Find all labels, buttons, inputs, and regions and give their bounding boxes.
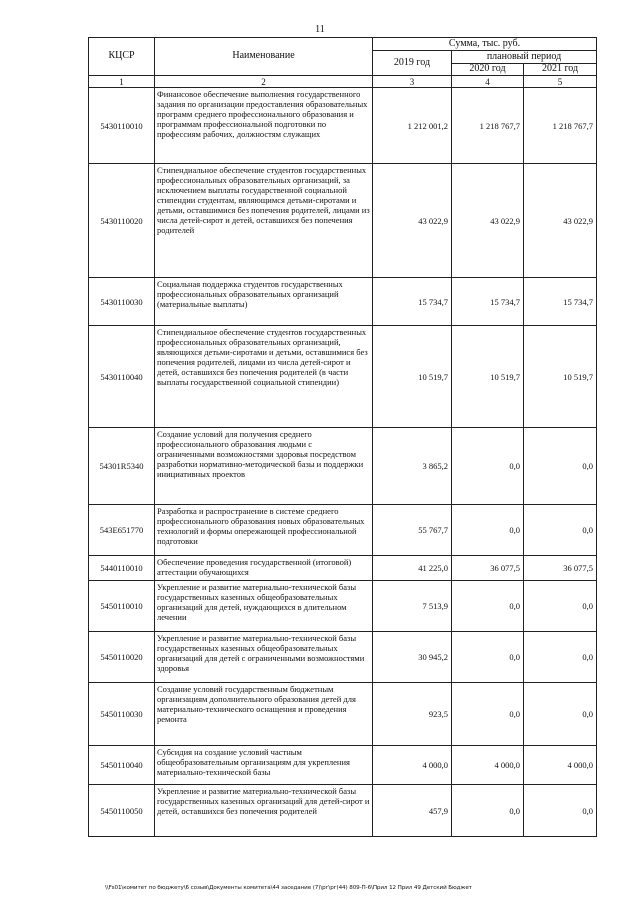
row-2021: 0,0 bbox=[524, 581, 597, 632]
row-2021: 0,0 bbox=[524, 505, 597, 556]
row-code: 543E651770 bbox=[89, 505, 155, 556]
row-code: 5450110010 bbox=[89, 581, 155, 632]
header-code: КЦСР bbox=[89, 38, 155, 76]
row-2020: 4 000,0 bbox=[452, 746, 524, 785]
row-code: 54301R5340 bbox=[89, 428, 155, 505]
row-2020: 15 734,7 bbox=[452, 278, 524, 326]
row-2019: 457,9 bbox=[373, 785, 452, 837]
row-2021: 36 077,5 bbox=[524, 556, 597, 581]
table-row bbox=[89, 581, 597, 632]
row-2021: 10 519,7 bbox=[524, 326, 597, 428]
row-2019: 3 865,2 bbox=[373, 428, 452, 505]
row-name: Укрепление и развитие материально-технической базы государственных казенных организаций для детей-сирот и детей, оставшихся без попечения родителей bbox=[155, 785, 373, 837]
row-name: Укрепление и развитие материально-технической базы государственных казенных общеобразовательных организаций для детей, нуждающихся в длительном лечении bbox=[155, 581, 373, 632]
table-row bbox=[89, 683, 597, 746]
row-2021: 1 218 767,7 bbox=[524, 88, 597, 164]
row-2019: 7 513,9 bbox=[373, 581, 452, 632]
header-year-2020: 2020 год bbox=[452, 64, 524, 76]
row-2020: 0,0 bbox=[452, 428, 524, 505]
row-2019: 1 212 001,2 bbox=[373, 88, 452, 164]
row-2020: 0,0 bbox=[452, 632, 524, 683]
file-path-footer: \\Fs01\комитет по бюджету\6 созыв\Документы комитета\44 заседание (7)\рг\рг(44) 809-П-6\Прил 12 Прил 49 Детский Бюджет bbox=[105, 885, 472, 891]
row-2021: 0,0 bbox=[524, 683, 597, 746]
row-2020: 10 519,7 bbox=[452, 326, 524, 428]
row-code: 5430110030 bbox=[89, 278, 155, 326]
row-name: Финансовое обеспечение выполнения государственного задания по организации предоставления образовательных программ среднего профессионального образования и программам профессиональной подготовки по профессиям рабочих, должностям служащих bbox=[155, 88, 373, 164]
header-name: Наименование bbox=[155, 38, 373, 76]
row-code: 5450110020 bbox=[89, 632, 155, 683]
row-2020: 43 022,9 bbox=[452, 164, 524, 278]
column-number: 5 bbox=[524, 76, 597, 88]
header-sum: Сумма, тыс. руб. bbox=[373, 38, 597, 51]
row-2020: 36 077,5 bbox=[452, 556, 524, 581]
table-row bbox=[89, 164, 597, 278]
table-row bbox=[89, 632, 597, 683]
column-number: 4 bbox=[452, 76, 524, 88]
row-name: Создание условий государственным бюджетным организациям дополнительного образования детей для материально-технического оснащения и проведения ремонта bbox=[155, 683, 373, 746]
table-row bbox=[89, 278, 597, 326]
row-2019: 10 519,7 bbox=[373, 326, 452, 428]
row-2021: 4 000,0 bbox=[524, 746, 597, 785]
row-2020: 1 218 767,7 bbox=[452, 88, 524, 164]
budget-table bbox=[88, 37, 597, 837]
row-name: Социальная поддержка студентов государственных профессиональных образовательных организаций (материальные выплаты) bbox=[155, 278, 373, 326]
row-name: Разработка и распространение в системе среднего профессионального образования новых образовательных технологий и формы опережающей профессиональной подготовки bbox=[155, 505, 373, 556]
header-year-2021: 2021 год bbox=[524, 64, 597, 76]
row-name: Создание условий для получения среднего профессионального образования людьми с ограниченными возможностями здоровья посредством разработки нормативно-методической базы и поддержки инициативных проектов bbox=[155, 428, 373, 505]
row-code: 5450110050 bbox=[89, 785, 155, 837]
row-code: 5430110010 bbox=[89, 88, 155, 164]
row-code: 5430110020 bbox=[89, 164, 155, 278]
row-2019: 923,5 bbox=[373, 683, 452, 746]
row-2019: 41 225,0 bbox=[373, 556, 452, 581]
row-name: Стипендиальное обеспечение студентов государственных профессиональных образовательных организаций, являющихся детьми-сиротами и детьми, оставшимися без попечения родителей, лицами из числа детей-сирот и детей, оставшихся без попечения родителей (в части выплаты государственной социальной стипендии) bbox=[155, 326, 373, 428]
table-row bbox=[89, 326, 597, 428]
row-2019: 15 734,7 bbox=[373, 278, 452, 326]
header-year-2019: 2019 год bbox=[373, 51, 452, 76]
header-planned-period: плановый период bbox=[452, 51, 597, 64]
row-code: 5450110030 bbox=[89, 683, 155, 746]
row-code: 5440110010 bbox=[89, 556, 155, 581]
row-2021: 0,0 bbox=[524, 428, 597, 505]
row-2021: 15 734,7 bbox=[524, 278, 597, 326]
row-2019: 4 000,0 bbox=[373, 746, 452, 785]
row-2020: 0,0 bbox=[452, 785, 524, 837]
row-name: Стипендиальное обеспечение студентов государственных профессиональных образовательных организаций, за исключением выплаты государственной социальной стипендии студентам, являющимся детьми-сиротами и детьми, оставшимися без попечения родителей, лицами из числа детей-сирот и детей, оставшихся без попечения родителей bbox=[155, 164, 373, 278]
row-2020: 0,0 bbox=[452, 581, 524, 632]
column-number: 1 bbox=[89, 76, 155, 88]
table-row bbox=[89, 556, 597, 581]
table-row bbox=[89, 505, 597, 556]
row-2020: 0,0 bbox=[452, 683, 524, 746]
row-code: 5450110040 bbox=[89, 746, 155, 785]
row-2021: 43 022,9 bbox=[524, 164, 597, 278]
column-number: 3 bbox=[373, 76, 452, 88]
table-row bbox=[89, 428, 597, 505]
row-2020: 0,0 bbox=[452, 505, 524, 556]
row-2019: 43 022,9 bbox=[373, 164, 452, 278]
table-row bbox=[89, 88, 597, 164]
page-number: 11 bbox=[315, 24, 325, 35]
row-2019: 55 767,7 bbox=[373, 505, 452, 556]
row-2021: 0,0 bbox=[524, 785, 597, 837]
row-name: Субсидия на создание условий частным общеобразовательным организациям для укрепления материально-технической базы bbox=[155, 746, 373, 785]
column-number: 2 bbox=[155, 76, 373, 88]
row-2019: 30 945,2 bbox=[373, 632, 452, 683]
row-code: 5430110040 bbox=[89, 326, 155, 428]
row-name: Обеспечение проведения государственной (итоговой) аттестации обучающихся bbox=[155, 556, 373, 581]
row-2021: 0,0 bbox=[524, 632, 597, 683]
table-row bbox=[89, 785, 597, 837]
row-name: Укрепление и развитие материально-технической базы государственных казенных общеобразовательных организаций для детей с ограниченными возможностями здоровья bbox=[155, 632, 373, 683]
table-row bbox=[89, 746, 597, 785]
